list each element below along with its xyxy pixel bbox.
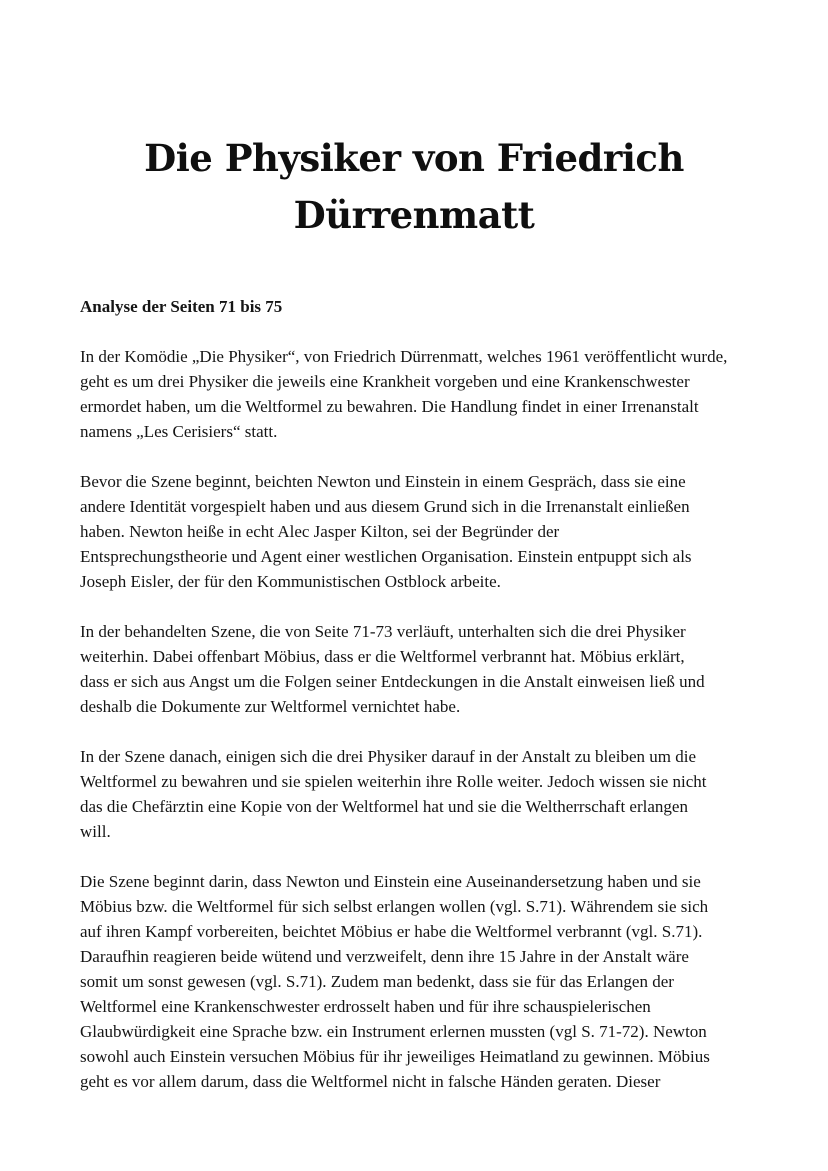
text-line: In der Szene danach, einigen sich die drei Physiker darauf in der Anstalt zu bleiben um die (80, 747, 697, 766)
text-line: geht es um drei Physiker die jeweils eine Krankheit vorgeben und eine Krankenschwester (80, 372, 690, 391)
text-line: Bevor die Szene beginnt, beichten Newton und Einstein in einem Gespräch, dass sie eine (80, 472, 686, 491)
title-line: Die Physiker von Friedrich (144, 136, 684, 180)
text-line: auf ihren Kampf vorbereiten, beichtet Möbius er habe die Weltformel verbrannt (vgl. S.71). (80, 922, 703, 941)
text-line: weiterhin. Dabei offenbart Möbius, dass er die Weltformel verbrannt hat. Möbius erklärt, (80, 647, 685, 666)
text-line: Joseph Eisler, der für den Kommunistischen Ostblock arbeite. (80, 572, 501, 591)
text-line: sowohl auch Einstein versuchen Möbius für ihr jeweiliges Heimatland zu gewinnen. Möbius (80, 1047, 710, 1066)
text-line: will. (80, 822, 111, 841)
paragraph-scene-after (80, 744, 770, 844)
paragraph-before-scene (80, 469, 770, 594)
document-body (80, 294, 770, 1119)
section-subtitle: Analyse der Seiten 71 bis 75 (80, 297, 283, 316)
text-line: haben. Newton heiße in echt Alec Jasper Kilton, sei der Begründer der (80, 522, 560, 541)
text-line: das die Chefärztin eine Kopie von der Weltformel hat und sie die Weltherrschaft erlangen (80, 797, 688, 816)
text-line: Glaubwürdigkeit eine Sprache bzw. ein Instrument erlernen mussten (vgl S. 71-72). Newton (80, 1022, 707, 1041)
document-title (60, 130, 768, 244)
text-line: Daraufhin reagieren beide wütend und verzweifelt, denn ihre 15 Jahre in der Anstalt wäre (80, 947, 689, 966)
text-line: dass er sich aus Angst um die Folgen seiner Entdeckungen in die Anstalt einweisen ließ und (80, 672, 705, 691)
text-line: ermordet haben, um die Weltformel zu bewahren. Die Handlung findet in einer Irrenanstalt (80, 397, 699, 416)
paragraph-scene-summary (80, 619, 770, 719)
text-line: Möbius bzw. die Weltformel für sich selbst erlangen wollen (vgl. S.71). Währendem sie sich (80, 897, 709, 916)
paragraph-analysis (80, 869, 770, 1094)
text-line: andere Identität vorgespielt haben und aus diesem Grund sich in die Irrenanstalt einließen (80, 497, 690, 516)
text-line: In der Komödie „Die Physiker“, von Friedrich Dürrenmatt, welches 1961 veröffentlicht wurde, (80, 347, 728, 366)
title-line: Dürrenmatt (293, 193, 535, 237)
text-line: Weltformel eine Krankenschwester erdrosselt haben und für ihre schauspielerischen (80, 997, 651, 1016)
paragraph-introduction (80, 344, 770, 444)
text-line: somit um sonst gewesen (vgl. S.71). Zudem man bedenkt, dass sie für das Erlangen der (80, 972, 674, 991)
text-line: namens „Les Cerisiers“ statt. (80, 422, 278, 441)
text-line: Weltformel zu bewahren und sie spielen weiterhin ihre Rolle weiter. Jedoch wissen sie nicht (80, 772, 707, 791)
text-line: In der behandelten Szene, die von Seite 71-73 verläuft, unterhalten sich die drei Physiker (80, 622, 686, 641)
text-line: geht es vor allem darum, dass die Weltformel nicht in falsche Händen geraten. Dieser (80, 1072, 661, 1091)
text-line: Entsprechungstheorie und Agent einer westlichen Organisation. Einstein entpuppt sich als (80, 547, 692, 566)
text-line: deshalb die Dokumente zur Weltformel vernichtet habe. (80, 697, 461, 716)
text-line: Die Szene beginnt darin, dass Newton und Einstein eine Auseinandersetzung haben und sie (80, 872, 701, 891)
